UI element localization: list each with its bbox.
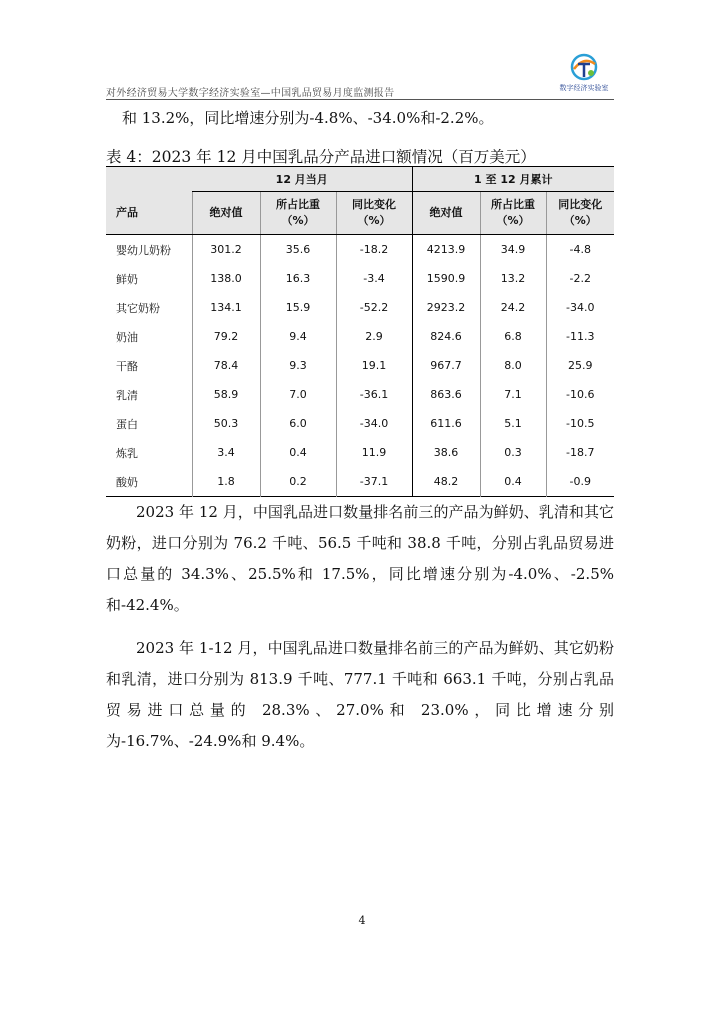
table-row bbox=[106, 438, 614, 467]
table-row bbox=[106, 380, 614, 409]
table-caption: 表 4：2023 年 12 月中国乳品分产品进口额情况（百万美元） bbox=[106, 148, 536, 166]
col-header-month-share: 所占比重 （%） bbox=[260, 192, 336, 235]
paragraph-monthly: 2023 年 12 月，中国乳品进口数量排名前三的产品为鲜奶、乳清和其它奶粉，进口分别为 76.2 千吨、56.5 千吨和 38.8 千吨，分别占乳品贸易进口总量的 34.3%、25.5%和 17.5%，同比增速分别为-4.0%、-2.5%和-42.4%。 bbox=[106, 503, 614, 614]
cell-m-yoy: -36.1 bbox=[336, 380, 412, 409]
cell-m-share: 16.3 bbox=[260, 264, 336, 293]
cell-m-abs: 58.9 bbox=[192, 380, 260, 409]
cell-m-abs: 79.2 bbox=[192, 322, 260, 351]
cell-y-yoy: -4.8 bbox=[546, 235, 614, 265]
cell-y-share: 34.9 bbox=[480, 235, 546, 265]
cell-y-share: 0.4 bbox=[480, 467, 546, 497]
cell-m-abs: 138.0 bbox=[192, 264, 260, 293]
cell-m-share: 0.2 bbox=[260, 467, 336, 497]
table-row bbox=[106, 322, 614, 351]
page-header bbox=[106, 52, 614, 100]
cell-m-yoy: 11.9 bbox=[336, 438, 412, 467]
cell-m-abs: 3.4 bbox=[192, 438, 260, 467]
cell-product: 酸奶 bbox=[116, 475, 138, 489]
cell-y-share: 7.1 bbox=[480, 380, 546, 409]
intro-line: 和 13.2%，同比增速分别为-4.8%、-34.0%和-2.2%。 bbox=[122, 109, 494, 127]
col-header-ytd-share: 所占比重 （%） bbox=[480, 192, 546, 235]
cell-product: 奶油 bbox=[116, 330, 138, 344]
lab-logo bbox=[554, 52, 614, 98]
cell-m-share: 9.4 bbox=[260, 322, 336, 351]
cell-m-yoy: -3.4 bbox=[336, 264, 412, 293]
col-header-month-yoy: 同比变化 （%） bbox=[336, 192, 412, 235]
cell-m-share: 9.3 bbox=[260, 351, 336, 380]
paragraph-annual: 2023 年 1-12 月，中国乳品进口数量排名前三的产品为鲜奶、其它奶粉和乳清，进口分别为 813.9 千吨、777.1 千吨和 663.1 千吨，分别占乳品贸易进口总量的 28.3%、27.0%和 23.0%，同比增速分别为-16.7%、-24.9%和 9.4%。 bbox=[106, 639, 614, 750]
col-header-ytd-abs: 绝对值 bbox=[412, 192, 480, 235]
cell-m-yoy: -34.0 bbox=[336, 409, 412, 438]
cell-m-yoy: -37.1 bbox=[336, 467, 412, 497]
cell-product: 婴幼儿奶粉 bbox=[116, 243, 171, 257]
cell-y-yoy: -2.2 bbox=[546, 264, 614, 293]
table-row bbox=[106, 293, 614, 322]
table-row bbox=[106, 235, 614, 265]
cell-m-share: 15.9 bbox=[260, 293, 336, 322]
cell-y-abs: 48.2 bbox=[433, 475, 459, 488]
cell-y-abs: 863.6 bbox=[430, 388, 462, 401]
cell-product: 其它奶粉 bbox=[116, 301, 160, 315]
cell-y-share: 0.3 bbox=[480, 438, 546, 467]
table-row bbox=[106, 264, 614, 293]
header-title: 对外经济贸易大学数字经济实验室—中国乳品贸易月度监测报告 bbox=[106, 88, 395, 99]
cell-y-share: 24.2 bbox=[480, 293, 546, 322]
col-header-month-abs: 绝对值 bbox=[192, 192, 260, 235]
cell-y-yoy: -0.9 bbox=[546, 467, 614, 497]
cell-y-share: 5.1 bbox=[480, 409, 546, 438]
cell-m-share: 0.4 bbox=[260, 438, 336, 467]
cell-y-yoy: -10.5 bbox=[546, 409, 614, 438]
cell-m-abs: 78.4 bbox=[192, 351, 260, 380]
cell-y-share: 13.2 bbox=[480, 264, 546, 293]
cell-y-yoy: -11.3 bbox=[546, 322, 614, 351]
cell-m-yoy: -52.2 bbox=[336, 293, 412, 322]
cell-m-yoy: -18.2 bbox=[336, 235, 412, 265]
table-body bbox=[106, 235, 614, 497]
col-header-product: 产品 bbox=[106, 192, 192, 235]
import-table bbox=[106, 166, 614, 497]
cell-y-yoy: 25.9 bbox=[546, 351, 614, 380]
cell-y-abs: 1590.9 bbox=[426, 272, 466, 285]
header-corner bbox=[106, 167, 192, 192]
cell-m-abs: 134.1 bbox=[192, 293, 260, 322]
cell-y-abs: 967.7 bbox=[430, 359, 462, 372]
cell-m-share: 35.6 bbox=[260, 235, 336, 265]
cell-y-yoy: -18.7 bbox=[546, 438, 614, 467]
cell-y-yoy: -34.0 bbox=[546, 293, 614, 322]
cell-m-share: 6.0 bbox=[260, 409, 336, 438]
logo-emblem-icon bbox=[569, 52, 599, 82]
cell-y-abs: 824.6 bbox=[430, 330, 462, 343]
cell-y-abs: 4213.9 bbox=[426, 243, 466, 256]
cell-product: 干酪 bbox=[116, 359, 138, 373]
logo-text: 数字经济实验室 bbox=[559, 84, 609, 92]
cell-m-abs: 1.8 bbox=[192, 467, 260, 497]
cell-y-abs: 2923.2 bbox=[426, 301, 466, 314]
cell-y-share: 8.0 bbox=[480, 351, 546, 380]
col-header-ytd-yoy: 同比变化 （%） bbox=[546, 192, 614, 235]
cell-m-yoy: 2.9 bbox=[336, 322, 412, 351]
cell-m-yoy: 19.1 bbox=[336, 351, 412, 380]
table-row bbox=[106, 467, 614, 497]
group-header-month: 12 月当月 bbox=[192, 167, 412, 192]
cell-m-share: 7.0 bbox=[260, 380, 336, 409]
group-header-ytd: 1 至 12 月累计 bbox=[412, 167, 614, 192]
cell-product: 炼乳 bbox=[116, 446, 138, 460]
cell-y-abs: 38.6 bbox=[433, 446, 459, 459]
cell-product: 蛋白 bbox=[116, 417, 138, 431]
cell-y-abs: 611.6 bbox=[430, 417, 462, 430]
table-row bbox=[106, 351, 614, 380]
cell-product: 乳清 bbox=[116, 388, 138, 402]
cell-m-abs: 301.2 bbox=[192, 235, 260, 265]
table-row bbox=[106, 409, 614, 438]
cell-product: 鲜奶 bbox=[116, 272, 138, 286]
header-divider bbox=[106, 99, 614, 100]
cell-y-yoy: -10.6 bbox=[546, 380, 614, 409]
cell-m-abs: 50.3 bbox=[192, 409, 260, 438]
page-number: 4 bbox=[358, 914, 366, 927]
cell-y-share: 6.8 bbox=[480, 322, 546, 351]
